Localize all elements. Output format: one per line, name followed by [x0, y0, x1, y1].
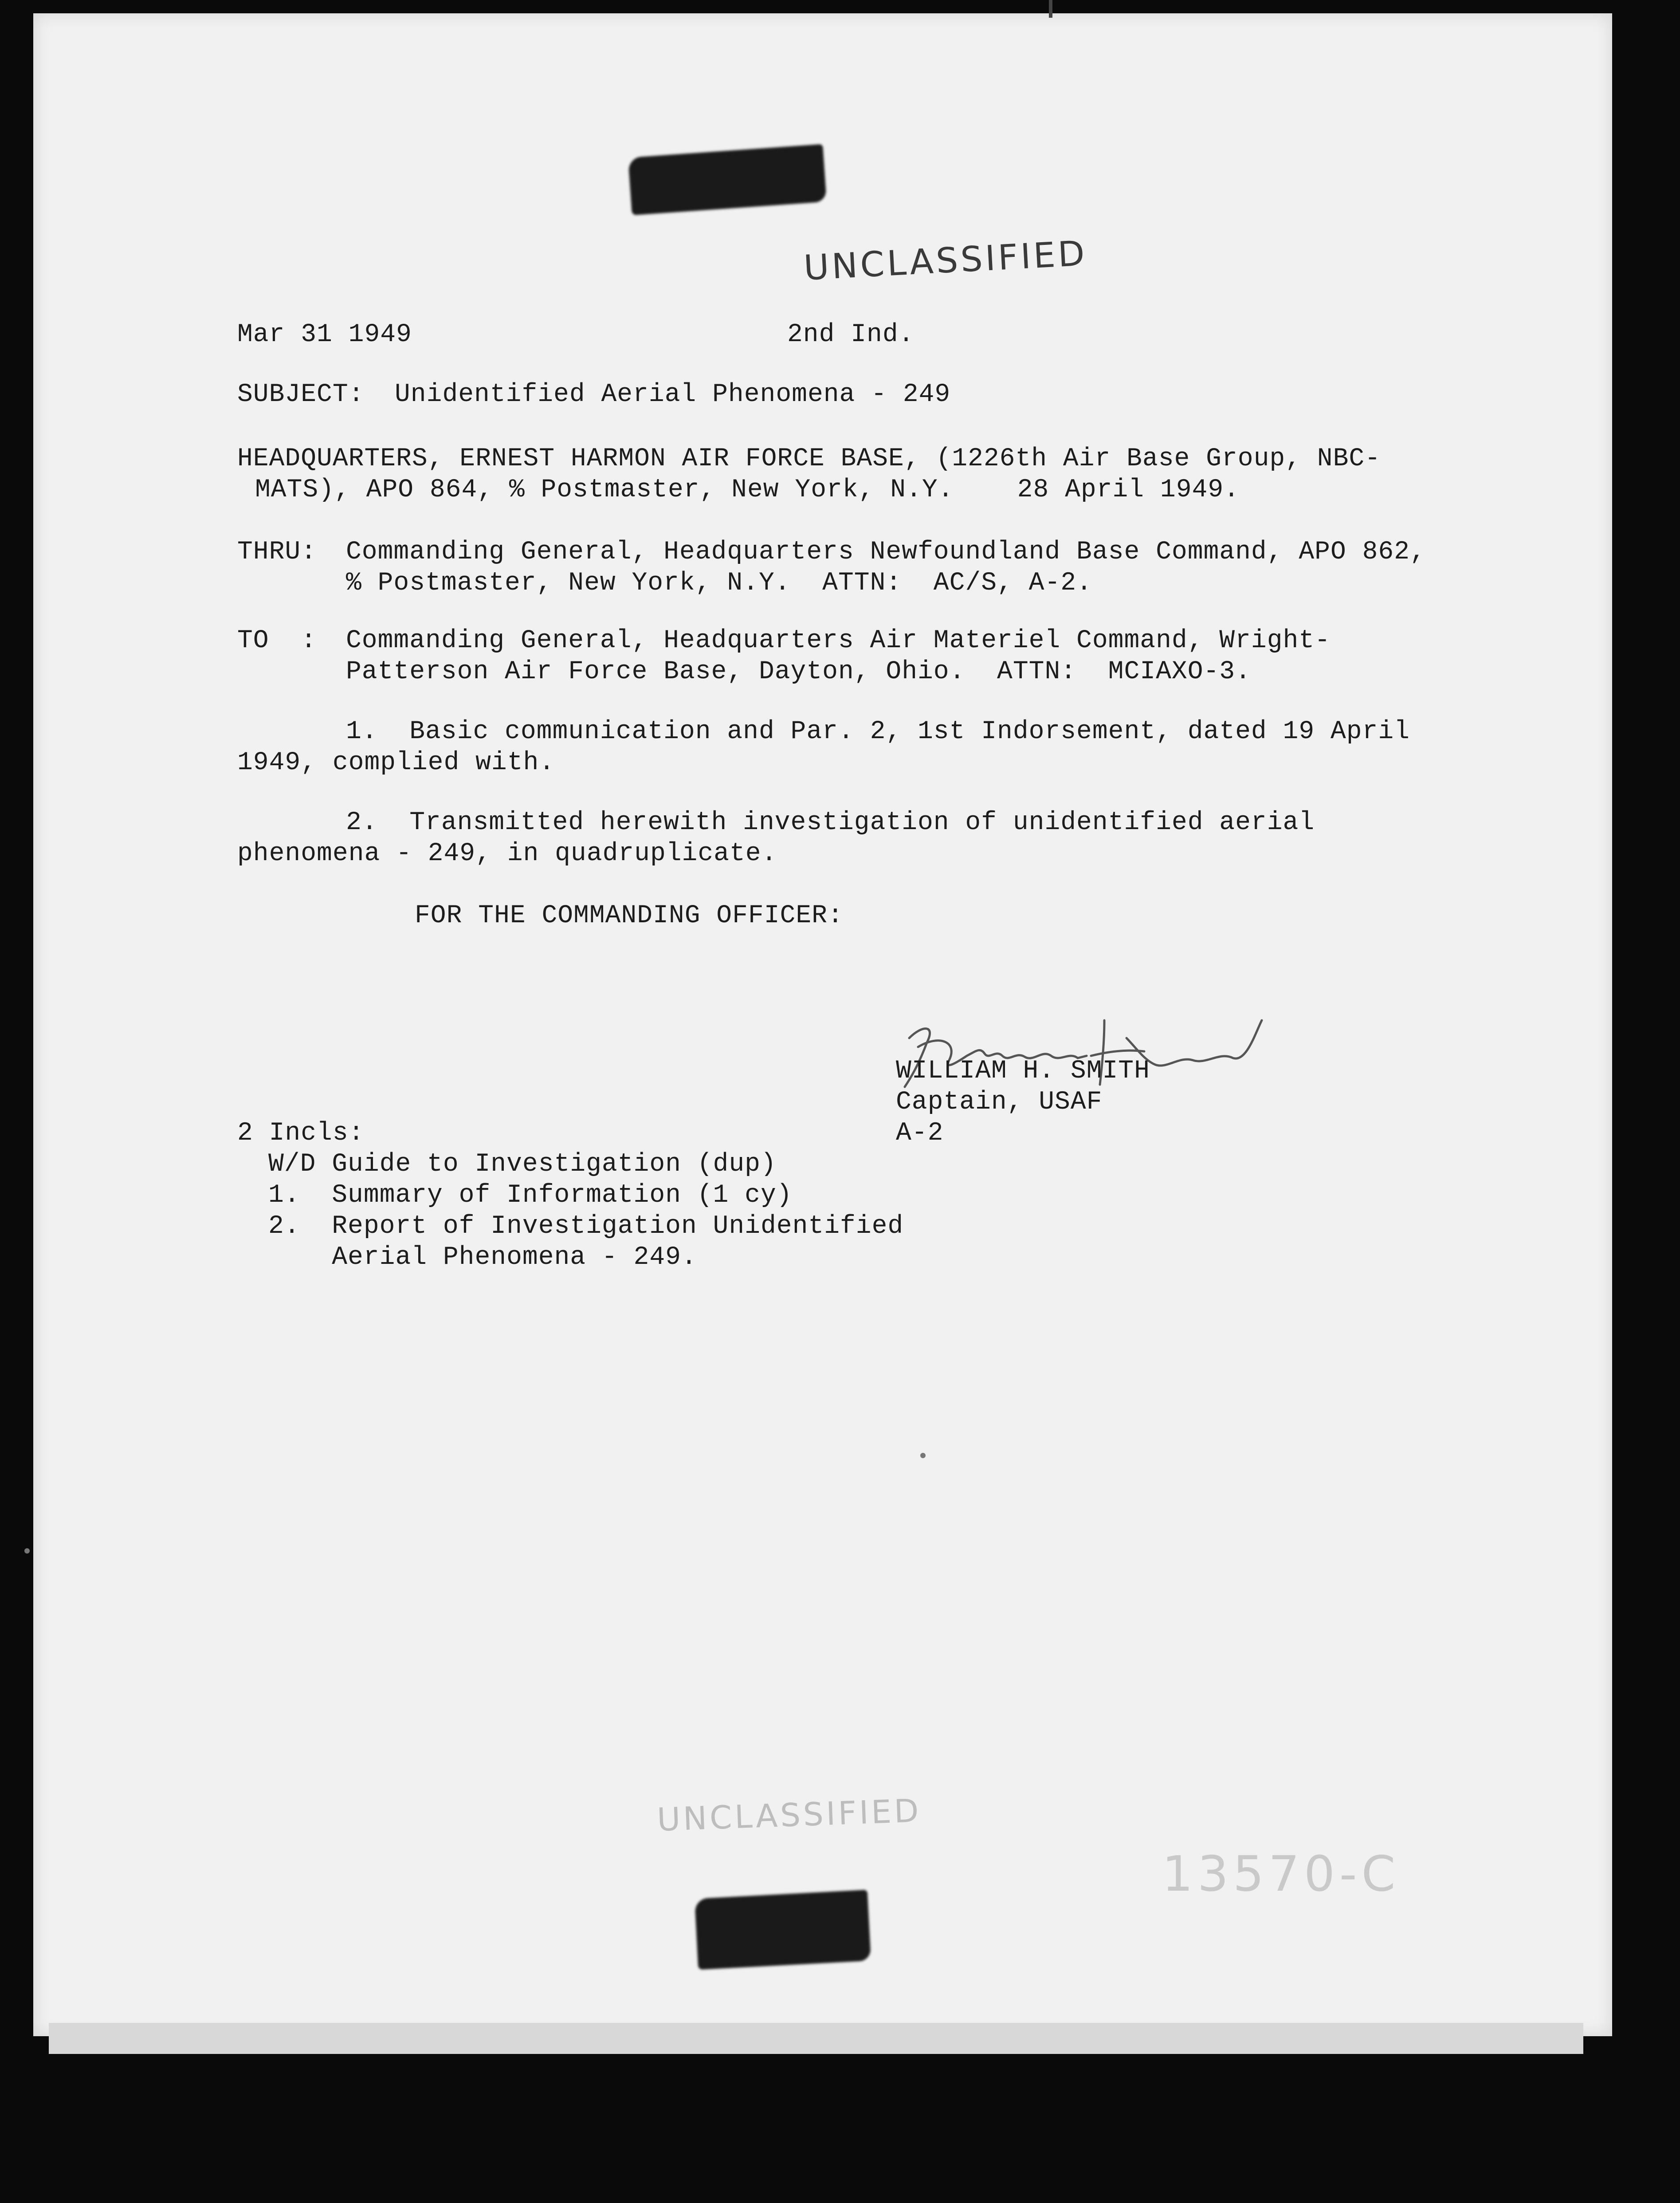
redaction-bottom	[695, 1890, 871, 1970]
to-line-2: Patterson Air Force Base, Dayton, Ohio. ATTN: MCIAXO-3.	[346, 657, 1251, 686]
thru-label: THRU:	[237, 538, 317, 566]
to-line-1: Commanding General, Headquarters Air Materiel Command, Wright-	[346, 626, 1331, 655]
signer-name: WILLIAM H. SMITH	[896, 1057, 1150, 1086]
dot-mark	[24, 1548, 30, 1554]
unclassified-stamp-bottom: UNCLASSIFIED	[656, 1792, 922, 1838]
inclosure-item-2b: Aerial Phenomena - 249.	[268, 1243, 697, 1272]
closing-line: FOR THE COMMANDING OFFICER:	[415, 901, 844, 930]
handwritten-reference-number: 13570-C	[1162, 1845, 1400, 1902]
thru-line-1: Commanding General, Headquarters Newfoundland Base Command, APO 862,	[346, 538, 1426, 566]
paragraph-2-line-2: phenomena - 249, in quadruplicate.	[237, 839, 777, 868]
thru-line-2: % Postmaster, New York, N.Y. ATTN: AC/S, A-2.	[346, 569, 1092, 598]
signer-office: A-2	[896, 1119, 944, 1148]
edge-tick-mark	[1049, 0, 1052, 18]
to-label: TO :	[237, 626, 317, 655]
document-page	[33, 13, 1612, 2036]
from-line-2: MATS), APO 864, % Postmaster, New York, N.Y. 28 April 1949.	[255, 476, 1240, 504]
indorsement-number: 2nd Ind.	[787, 320, 915, 349]
subject-label: SUBJECT:	[237, 380, 365, 409]
inclosures-label: 2 Incls:	[237, 1119, 365, 1148]
inclosure-item-1: 1. Summary of Information (1 cy)	[268, 1181, 793, 1210]
unclassified-stamp-top: UNCLASSIFIED	[803, 233, 1088, 288]
subject-text: Unidentified Aerial Phenomena - 249	[395, 380, 951, 409]
from-line-1: HEADQUARTERS, ERNEST HARMON AIR FORCE BASE, (1226th Air Base Group, NBC-	[237, 445, 1381, 473]
signer-rank: Captain, USAF	[896, 1088, 1103, 1117]
paragraph-2-line-1: 2. Transmitted herewith investigation of unidentified aerial	[346, 808, 1315, 837]
page-bottom-edge	[49, 2023, 1583, 2054]
paragraph-1-line-1: 1. Basic communication and Par. 2, 1st Indorsement, dated 19 April	[346, 717, 1410, 746]
paragraph-1-line-2: 1949, complied with.	[237, 748, 555, 777]
document-date: Mar 31 1949	[237, 320, 412, 349]
inclosure-item-2a: 2. Report of Investigation Unidentified	[268, 1212, 904, 1241]
inclosure-item-0: W/D Guide to Investigation (dup)	[268, 1150, 777, 1179]
dot-mark	[920, 1453, 926, 1458]
